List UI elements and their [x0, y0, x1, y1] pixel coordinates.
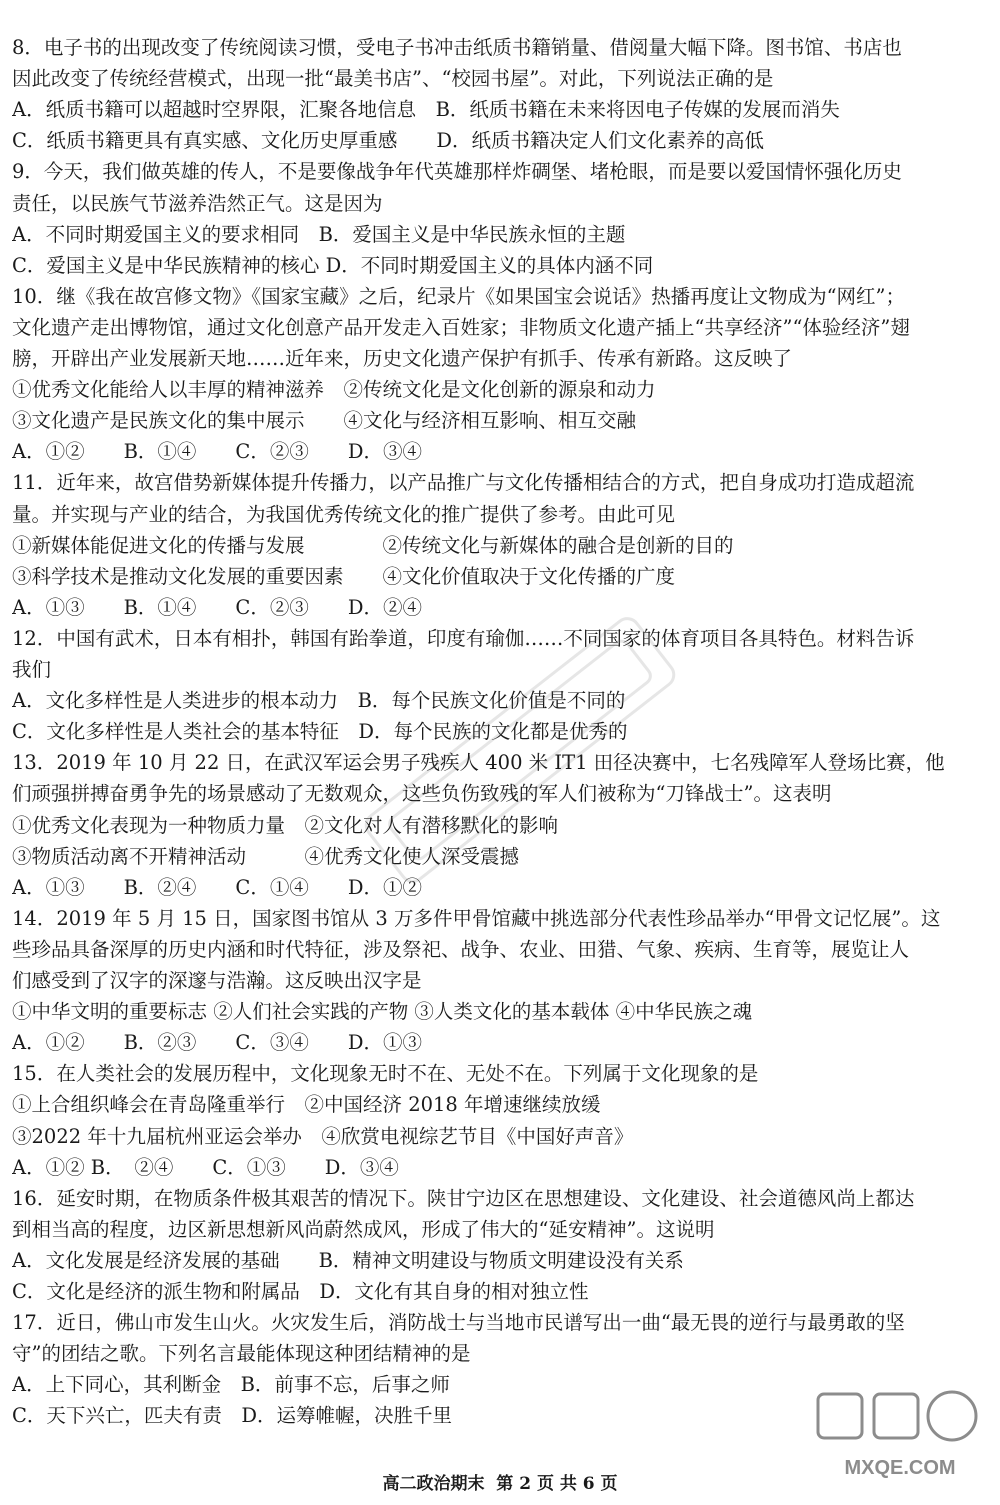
answer-circle-logo	[810, 1388, 990, 1483]
text-line: ①新媒体能促进文化的传播与发展 ②传统文化与新媒体的融合是创新的目的	[12, 533, 734, 557]
text-line: C．爱国主义是中华民族精神的核心 D．不同时期爱国主义的具体内涵不同	[12, 253, 654, 277]
text-line: A．文化多样性是人类进步的根本动力 B．每个民族文化价值是不同的	[12, 689, 626, 713]
text-line: 到相当高的程度，边区新思想新风尚蔚然成风，形成了伟大的“延安精神”。这说明	[12, 1217, 715, 1241]
text-line: 13．2019 年 10 月 22 日，在武汉军运会男子残疾人 400 米 IT1 田径决赛中，七名残障军人登场比赛，他	[12, 751, 945, 775]
text-line: ③文化遗产是民族文化的集中展示 ④文化与经济相互影响、相互交融	[12, 409, 637, 433]
text-line: 14．2019 年 5 月 15 日，国家图书馆从 3 万多件甲骨馆藏中挑选部分代表性珍品举办“甲骨文记忆展”。这	[12, 906, 941, 930]
text-line: 文化遗产走出博物馆，通过文化创意产品开发走入百姓家；非物质文化遗产插上“共享经济”“体验经济”翅	[12, 315, 910, 339]
text-line: A．①② B．①④ C．②③ D．③④	[12, 440, 422, 464]
text-line: 10．继《我在故宫修文物》《国家宝藏》之后，纪录片《如果国宝会说话》热播再度让文物成为“网红”；	[12, 284, 906, 308]
text-line: ③物质活动离不开精神活动 ④优秀文化使人深受震撼	[12, 844, 520, 868]
text-line: A．①② B． ②④ C．①③ D．③④	[12, 1155, 399, 1179]
text-line: 些珍品具备深厚的历史内涵和时代特征，涉及祭祀、战争、农业、田猎、气象、疾病、生育等，展览让人	[12, 937, 910, 961]
text-line: 15．在人类社会的发展历程中，文化现象无时不在、无处不在。下列属于文化现象的是	[12, 1062, 759, 1086]
text-line: A．纸质书籍可以超越时空界限，汇聚各地信息 B．纸质书籍在未来将因电子传媒的发展而消失	[12, 98, 840, 122]
text-line: 们感受到了汉字的深邃与浩瀚。这反映出汉字是	[12, 969, 422, 992]
text-line: ③科学技术是推动文化发展的重要因素 ④文化价值取决于文化传播的广度	[12, 564, 676, 588]
text-line: ①优秀文化能给人以丰厚的精神滋养 ②传统文化是文化创新的源泉和动力	[12, 378, 656, 402]
text-line: A．①② B．②③ C．③④ D．①③	[12, 1031, 422, 1055]
footer-page-number: 第 2 页 共 6 页	[496, 1474, 618, 1494]
text-line: A．上下同心，其利断金 B．前事不忘，后事之师	[12, 1373, 450, 1397]
text-line: A．①③ B．①④ C．②③ D．②④	[12, 595, 422, 619]
text-line: C．文化多样性是人类社会的基本特征 D．每个民族的文化都是优秀的	[12, 720, 628, 744]
text-line: 守”的团结之歌。下列名言最能体现这种团结精神的是	[12, 1342, 471, 1366]
logo-site-text: MXQE.COM	[844, 1457, 956, 1479]
text-line: 我们	[12, 658, 52, 681]
text-line: 12．中国有武术，日本有相扑，韩国有跆拳道，印度有瑜伽……不同国家的体育项目各具特色。材料告诉	[12, 626, 915, 650]
text-line: 8．电子书的出现改变了传统阅读习惯，受电子书冲击纸质书籍销量、借阅量大幅下降。图书馆、书店也	[12, 36, 902, 59]
text-line: ①优秀文化表现为一种物质力量 ②文化对人有潜移默化的影响	[12, 813, 559, 837]
text-line: ①中华文明的重要标志 ②人们社会实践的产物 ③人类文化的基本载体 ④中华民族之魂	[12, 1000, 753, 1024]
text-line: 11．近年来，故宫借势新媒体提升传播力，以产品推广与文化传播相结合的方式，把自身成功打造成超流	[12, 471, 915, 495]
text-line: 责任，以民族气节滋养浩然正气。这是因为	[12, 191, 383, 215]
text-line: 因此改变了传统经营模式，出现一批“最美书店”、“校园书屋”。对此，下列说法正确的是	[12, 67, 774, 91]
text-line: C．天下兴亡，匹夫有责 D．运筹帷幄，决胜千里	[12, 1404, 453, 1428]
text-line: A．①③ B．②④ C．①④ D．①②	[12, 875, 422, 899]
page-footer	[0, 1472, 1000, 1496]
text-line: A．文化发展是经济发展的基础 B．精神文明建设与物质文明建设没有关系	[12, 1248, 684, 1272]
text-line: 9．今天，我们做英雄的传人，不是要像战争年代英雄那样炸碉堡、堵枪眼，而是要以爱国情怀强化历史	[12, 160, 902, 184]
text-line: C．纸质书籍更具有真实感、文化历史厚重感 D．纸质书籍决定人们文化素养的高低	[12, 129, 765, 153]
text-line: 量。并实现与产业的结合，为我国优秀传统文化的推广提供了参考。由此可见	[12, 502, 676, 526]
footer-course: 高二政治期末	[382, 1474, 485, 1494]
text-line: C．文化是经济的派生物和附属品 D．文化有其自身的相对独立性	[12, 1280, 589, 1303]
text-line: A．不同时期爱国主义的要求相同 B．爱国主义是中华民族永恒的主题	[12, 222, 626, 246]
text-line: 17．近日，佛山市发生山火。火灾发生后，消防战士与当地市民谱写出一曲“最无畏的逆行与最勇敢的坚	[12, 1311, 905, 1335]
text-line: ③2022 年十九届杭州亚运会举办 ④欣赏电视综艺节目《中国好声音》	[12, 1124, 634, 1148]
text-line: 膀，开辟出产业发展新天地……近年来，历史文化遗产保护有抓手、传承有新路。这反映了	[12, 347, 793, 370]
text-line: 16．延安时期，在物质条件极其艰苦的情况下。陕甘宁边区在思想建设、文化建设、社会道德风尚上都达	[12, 1186, 915, 1210]
text-line: 们顽强拼搏奋勇争先的场景感动了无数观众，这些负伤致残的军人们被称为“刀锋战士”。这表明	[12, 782, 832, 806]
text-line: ①上合组织峰会在青岛隆重举行 ②中国经济 2018 年增速继续放缓	[12, 1093, 601, 1117]
